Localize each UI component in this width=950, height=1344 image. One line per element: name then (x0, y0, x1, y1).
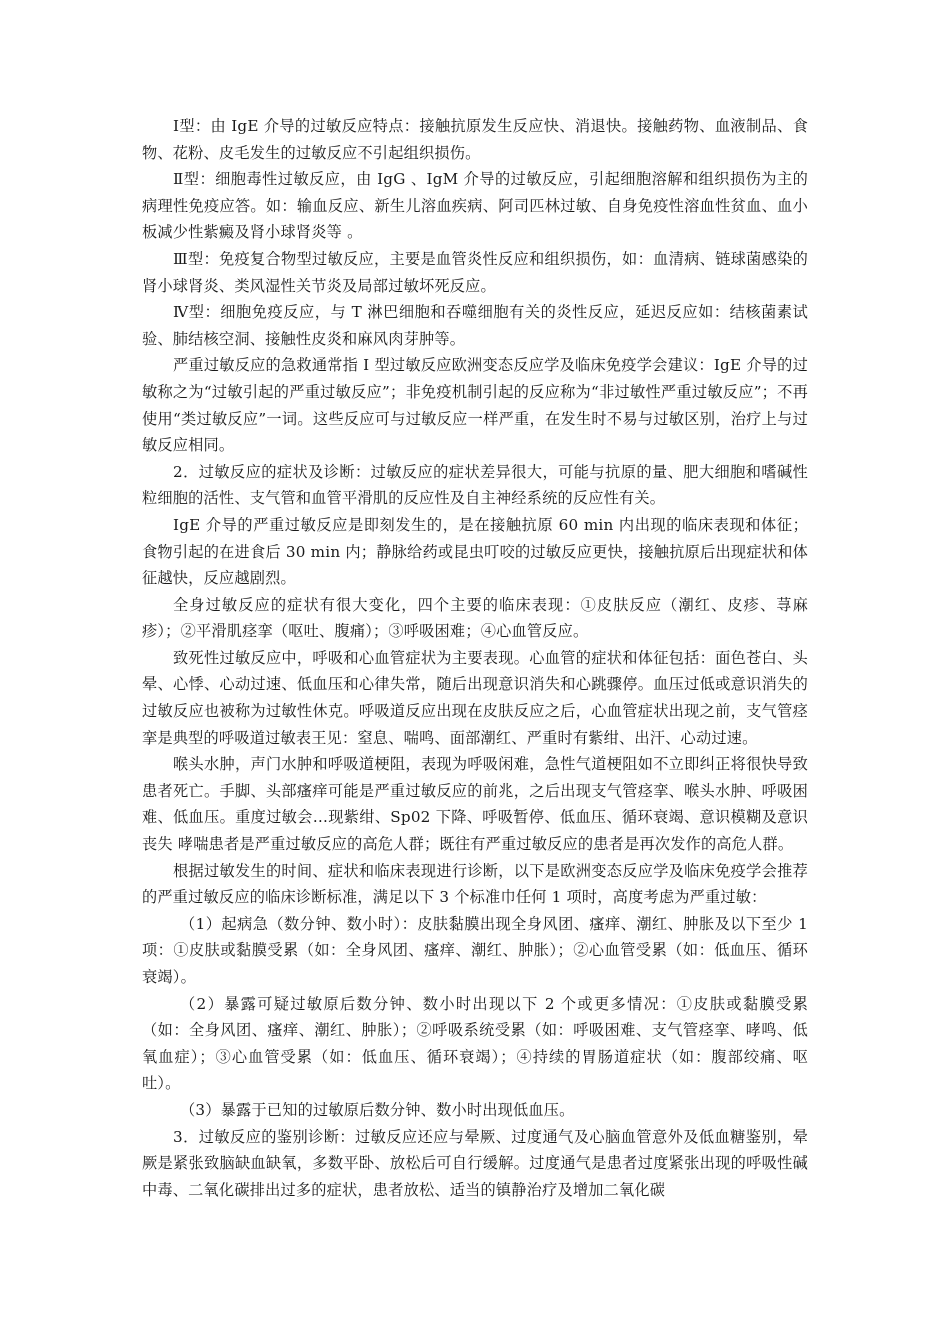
paragraph-type-2: Ⅱ型：细胞毒性过敏反应，由 IgG 、IgM 介导的过敏反应，引起细胞溶解和组织损伤为主的病理性免疫应答。如：输血反应、新生儿溶血疾病、阿司匹林过敏、自身免疫性溶血性贫血、血小板减少性紫癜及肾小球肾炎等 。 (142, 170, 808, 242)
paragraph-type-4: Ⅳ型：细胞免疫反应，与 T 淋巴细胞和吞噬细胞有关的炎性反应，延迟反应如：结核菌素试验、肺结核空洞、接触性皮炎和麻风肉芽肿等。 (142, 303, 808, 348)
paragraph-clinical-manifestations: 全身过敏反应的症状有很大变化，四个主要的临床表现：①皮肤反应（潮红、皮疹、荨麻疹）；②平滑肌痉挛（呕吐、腹痛）；③呼吸困难；④心血管反应。 (142, 595, 808, 641)
paragraph-symptoms-diagnosis: 2．过敏反应的症状及诊断：过敏反应的症状差异很大，可能与抗原的量、肥大细胞和嗜碱性粒细胞的活性、支气管和血管平滑肌的反应性及自主神经系统的反应性有关。 (142, 462, 808, 508)
criterion-2: （2）暴露可疑过敏原后数分钟、数小时出现以下 2 个或更多情况：①皮肤或黏膜受累（如：全身风团、瘙痒、潮红、肿胀）；②呼吸系统受累（如：呼吸困难、支气管痉挛、哮鸣、低氧血症）；③心血管受累（如：低血压、循环衰竭）；④持续的胃肠道症状（如：腹部绞痛、呕吐）。 (142, 994, 808, 1093)
paragraph-ige-onset: IgE 介导的严重过敏反应是即刻发生的，是在接触抗原 60 min 内出现的临床表现和体征；食物引起的在进食后 30 min 内；静脉给药或昆虫叮咬的过敏反应更快，接触抗原后出现症状和体征越快，反应越剧烈。 (142, 515, 808, 588)
paragraph-type-1: Ⅰ型：由 IgE 介导的过敏反应特点：接触抗原发生反应快、消退快。接触药物、血液制品、食物、花粉、皮毛发生的过敏反应不引起组织损伤。 (142, 117, 808, 162)
paragraph-emergency: 严重过敏反应的急救通常指 Ⅰ 型过敏反应欧洲变态反应学及临床免疫学会建议：IgE 介导的过敏称之为“过敏引起的严重过敏反应”；非免疫机制引起的反应称为“非过敏性严重过敏反应”；不再使用“类过敏反应”一词。这些反应可与过敏反应一样严重，在发生时不易与过敏区别，治疗上与过敏反应相同。 (142, 356, 808, 455)
paragraph-differential-diagnosis: 3．过敏反应的鉴别诊断：过敏反应还应与晕厥、过度通气及心脑血管意外及低血糖鉴别，晕厥是紧张致脑缺血缺氧，多数平卧、放松后可自行缓解。过度通气是患者过度紧张出现的呼吸性碱中毒、二氧化碳排出过多的症状，患者放松、适当的镇静治疗及增加二氧化碳 (142, 1127, 808, 1199)
document-body (142, 113, 808, 1203)
paragraph-diagnostic-criteria-intro: 根据过敏发生的时间、症状和临床表现进行诊断，以下是欧洲变态反应学及临床免疫学会推荐的严重过敏反应的临床诊断标准，满足以下 3 个标准巾任何 1 项时，高度考虑为严重过敏： (142, 861, 808, 907)
paragraph-fatal-reaction: 致死性过敏反应中，呼吸和心血管症状为主要表现。心血管的症状和体征包括：面色苍白、头晕、心悸、心动过速、低血压和心律失常，随后出现意识消失和心跳骤停。血压过低或意识消失的过敏反应也被称为过敏性休克。呼吸道反应出现在皮肤反应之后，心血管症状出现之前，支气管痉挛是典型的呼吸道过敏表王见：窒息、喘鸣、面部潮红、严重时有紫绀、出汗、心动过速。 (142, 648, 808, 747)
criterion-1: （1）起病急（数分钟、数小时）：皮肤黏膜出现全身风团、瘙痒、潮红、肿胀及以下至少 1 项：①皮肤或黏膜受累（如：全身风团、瘙痒、潮红、肿胀）；②心血管受累（如：低血压、循环衰竭）。 (142, 914, 808, 986)
paragraph-type-3: Ⅲ型：免疫复合物型过敏反应，主要是血管炎性反应和组织损伤，如：血清病、链球菌感染的肾小球肾炎、类风湿性关节炎及局部过敏坏死反应。 (142, 249, 808, 295)
paragraph-laryngeal-edema: 喉头水肿，声门水肿和呼吸道梗阻，表现为呼吸闲难，急性气道梗阻如不立即纠正将很快导致患者死亡。手脚、头部瘙痒可能是严重过敏反应的前兆，之后出现支气管痉挛、喉头水肿、呼吸困难、低血压。重度过敏会…现紫绀、Sp02 下降、呼吸暂停、低血压、循环衰竭、意识模糊及意识丧失 哮喘患者是严重过敏反应的高危人群；既往有严重过敏反应的患者是再次发作的高危人群。 (142, 755, 808, 854)
criterion-3: （3）暴露于已知的过敏原后数分钟、数小时出现低血压。 (180, 1100, 575, 1119)
